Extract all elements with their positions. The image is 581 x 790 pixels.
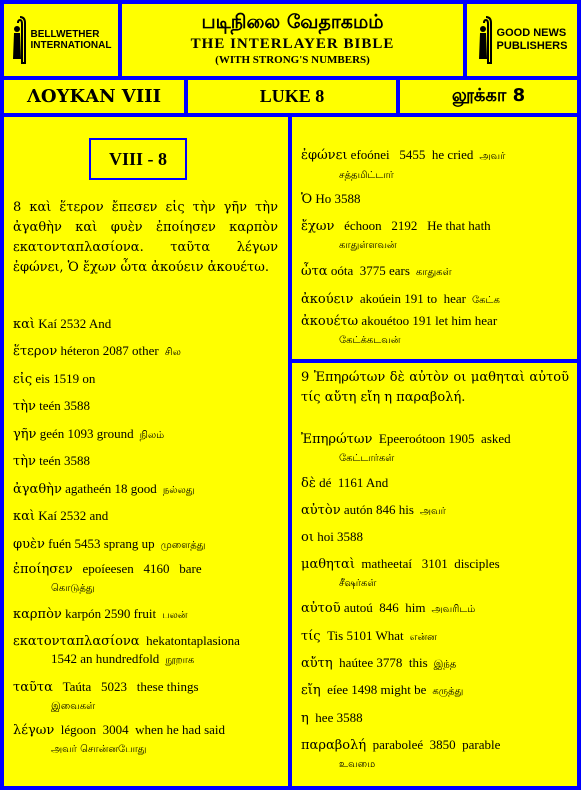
greek-word: τὴν	[13, 399, 36, 414]
book-greek: ΛΟΥΚΑΝ VIII	[4, 80, 184, 113]
tamil-gloss: பலன்	[162, 610, 188, 621]
continuation-text: கேட்க்கடவன்	[339, 335, 401, 346]
continuation-line	[301, 236, 571, 254]
greek-word: μαθηταὶ	[301, 557, 355, 572]
word-entry	[13, 678, 281, 715]
greek-word: ταῦτα	[13, 680, 53, 695]
greek-word: αὐτοῦ	[301, 601, 341, 616]
greek-word: ἕτερον	[13, 344, 58, 359]
word-entry	[301, 501, 571, 521]
greek-word: Ἐπηρώτων	[301, 432, 373, 447]
word-entry	[301, 190, 571, 209]
greek-word: τίς	[301, 629, 321, 644]
greek-word: αὐτὸν	[301, 503, 341, 518]
transliteration-strongs-english: teén 3588	[35, 453, 91, 468]
continuation-text: இவைகள்	[51, 701, 96, 712]
greek-word: ὦτα	[301, 264, 328, 279]
word-entry	[13, 632, 281, 669]
continuation-line	[301, 166, 571, 184]
greek-word: ἐποίησεν	[13, 562, 73, 577]
greek-word: ἀκούειν	[301, 292, 354, 307]
continuation-line	[13, 651, 281, 669]
greek-word: αὔτη	[301, 656, 333, 671]
word-entry	[301, 312, 571, 349]
transliteration-strongs-english: agatheén 18 good	[61, 481, 157, 496]
greek-word: δὲ	[301, 476, 316, 491]
transliteration-strongs-english: haútee 3778 this	[332, 655, 428, 670]
word-entry	[301, 290, 571, 310]
transliteration-strongs-english: hekatontaplasiona	[139, 633, 240, 648]
greek-word: καρπὸν	[13, 607, 62, 622]
word-entry	[13, 605, 281, 625]
transliteration-strongs-english: geén 1093 ground	[36, 426, 134, 441]
title-sub: (WITH STRONG'S NUMBERS)	[215, 54, 370, 66]
greek-word: η	[301, 711, 309, 726]
continuation-line	[301, 331, 571, 349]
word-entry	[301, 736, 571, 773]
greek-word: ἔχων	[301, 219, 335, 234]
transliteration-strongs-english: autón 846 his	[340, 502, 414, 517]
logo-right-line2: PUBLISHERS	[496, 40, 568, 52]
continuation-text: அவர் சொன்னபோது	[51, 744, 147, 755]
good-news-logo	[467, 4, 577, 76]
greek-word: παραβολή	[301, 738, 367, 753]
tamil-gloss: இந்த	[433, 659, 457, 670]
word-entry	[301, 146, 571, 184]
transliteration-strongs-english: hee 3588	[308, 710, 363, 725]
greek-word: καὶ	[13, 509, 36, 524]
title-box	[122, 4, 463, 76]
logo-left-line2: INTERNATIONAL	[30, 40, 112, 51]
word-entry	[301, 555, 571, 592]
transliteration-strongs-english: dé 1161 And	[315, 475, 389, 490]
word-entry	[301, 217, 571, 254]
continuation-text: உவமை	[339, 759, 376, 770]
word-entry	[13, 560, 281, 597]
word-entry	[13, 480, 281, 500]
word-entry	[301, 681, 571, 701]
transliteration-strongs-english: Kaí 2532 And	[35, 316, 112, 331]
book-tamil: லூக்கா 8	[400, 80, 577, 113]
transliteration-strongs-english: autoú 846 him	[340, 600, 426, 615]
word-entry	[13, 370, 281, 389]
transliteration-strongs-english: hoi 3588	[313, 529, 364, 544]
continuation-text: கேட்டார்கள்	[339, 453, 395, 464]
continuation-line	[301, 449, 571, 467]
transliteration-strongs-english: eis 1519 on	[32, 371, 96, 386]
word-entry	[13, 425, 281, 445]
transliteration-strongs-english: eíee 1498 might be	[320, 682, 427, 697]
tamil-gloss: நல்லது	[162, 485, 195, 496]
continuation-line	[13, 697, 281, 715]
continuation-text: சத்தமிட்டார்	[339, 170, 394, 181]
greek-word: οι	[301, 530, 314, 545]
word-entry	[13, 535, 281, 555]
tamil-gloss: அவர்	[479, 151, 506, 162]
word-entry	[13, 342, 281, 362]
greek-word: ἀγαθὴν	[13, 482, 62, 497]
transliteration-strongs-english: échoon 2192 He that hath	[334, 218, 491, 233]
title-english: THE INTERLAYER BIBLE	[190, 36, 395, 52]
transliteration-strongs-english: oóta 3775 ears	[327, 263, 410, 278]
transliteration-strongs-english: Ho 3588	[312, 191, 361, 206]
tamil-gloss: சில	[164, 347, 181, 358]
greek-word: εκατονταπλασίονα	[13, 634, 140, 649]
tamil-gloss: முளைத்து	[160, 540, 206, 551]
word-entry	[301, 599, 571, 619]
continuation-line	[301, 755, 571, 773]
transliteration-strongs-english: epoíeesen 4160 bare	[72, 561, 202, 576]
verse-label: VIII - 8	[89, 138, 187, 180]
continuation-line	[13, 579, 281, 597]
word-entry	[13, 315, 281, 334]
continuation-text: சீஷர்கள்	[339, 578, 377, 589]
word-entry	[301, 627, 571, 647]
greek-word: ἐφώνει	[301, 148, 348, 163]
word-entry	[13, 452, 281, 471]
transliteration-strongs-english: Kaí 2532 and	[35, 508, 109, 523]
word-entry	[301, 654, 571, 674]
word-entry	[13, 721, 281, 758]
greek-word: Ὁ	[301, 192, 313, 207]
word-entry	[301, 709, 571, 728]
transliteration-strongs-english: akouétoo 191 let him hear	[358, 313, 498, 328]
transliteration-strongs-english: akoúein 191 to hear	[353, 291, 467, 306]
greek-word: τὴν	[13, 454, 36, 469]
tamil-gloss: அவரிடம்	[431, 604, 476, 615]
greek-word: γῆν	[13, 427, 37, 442]
continuation-text: காதுள்ளவன்	[339, 240, 397, 251]
word-entry	[301, 474, 571, 493]
tamil-gloss: என்ன	[409, 632, 437, 643]
transliteration-strongs-english: Tis 5101 What	[320, 628, 404, 643]
word-entry	[13, 507, 281, 526]
transliteration-strongs-english: fuén 5453 sprang up	[44, 536, 155, 551]
title-tamil: படிநிலை வேதாகமம்	[201, 11, 384, 33]
greek-word: λέγων	[13, 723, 55, 738]
verse-8-greek: 8 καὶ ἕτερον ἔπεσεν εἰς τὴν γῆν τὴν ἀγαθὴν καὶ φυὲν ἐποίησεν καρπὸν εκατονταπλασίονα. ταῦτα λέγων ἐφώνει, Ὁ ἔχων ὦτα ἀκούειν ἀκουέτω.	[13, 200, 278, 275]
greek-word: εἴη	[301, 683, 321, 698]
tamil-gloss: அவர்	[419, 506, 446, 517]
tamil-gloss: காதுகள்	[415, 267, 452, 278]
greek-word: ἀκουέτω	[301, 314, 359, 329]
transliteration-strongs-english: efoónei 5455 he cried	[347, 147, 474, 162]
greek-word: εἰς	[13, 372, 33, 387]
tamil-gloss: கேட்க	[472, 295, 500, 306]
word-entry	[301, 430, 571, 467]
transliteration-strongs-english: teén 3588	[35, 398, 91, 413]
word-entry	[13, 397, 281, 416]
word-entry	[301, 528, 571, 547]
transliteration-strongs-english: karpón 2590 fruit	[61, 606, 157, 621]
shepherd-icon	[477, 15, 495, 65]
continuation-line	[301, 574, 571, 592]
tamil-gloss: நிலம்	[139, 430, 165, 441]
logo-left-line1: BELLWETHER	[30, 29, 100, 40]
transliteration-strongs-english: Taúta 5023 these things	[52, 679, 199, 694]
transliteration-strongs-english: matheetaí 3101 disciples	[354, 556, 500, 571]
greek-word: καὶ	[13, 317, 36, 332]
tamil-gloss: கருத்து	[432, 686, 464, 697]
bellwether-logo	[4, 4, 118, 76]
transliteration-strongs-english: héteron 2087 other	[57, 343, 159, 358]
continuation-text: கொடுத்து	[51, 583, 95, 594]
transliteration-strongs-english: légoon 3004 when he had said	[54, 722, 226, 737]
logo-right-line1: GOOD NEWS	[496, 27, 567, 39]
book-english: LUKE 8	[188, 80, 396, 113]
greek-word: φυὲν	[13, 537, 45, 552]
transliteration-strongs-english: Epeeroótoon 1905 asked	[372, 431, 511, 446]
transliteration-strongs-english: paraboleé 3850 parable	[366, 737, 501, 752]
word-entry	[301, 262, 571, 282]
shepherd-icon	[11, 15, 29, 65]
continuation-line	[13, 740, 281, 758]
continuation-text: 1542 an hundredfold	[51, 651, 160, 666]
tamil-gloss: நூறாக	[165, 655, 195, 666]
verse-9-greek: 9 Ἐπηρώτων δὲ αὐτὸν οι μαθηταὶ αὐτοῦ τίς αὔτη εἴη η παραβολή.	[301, 370, 569, 405]
